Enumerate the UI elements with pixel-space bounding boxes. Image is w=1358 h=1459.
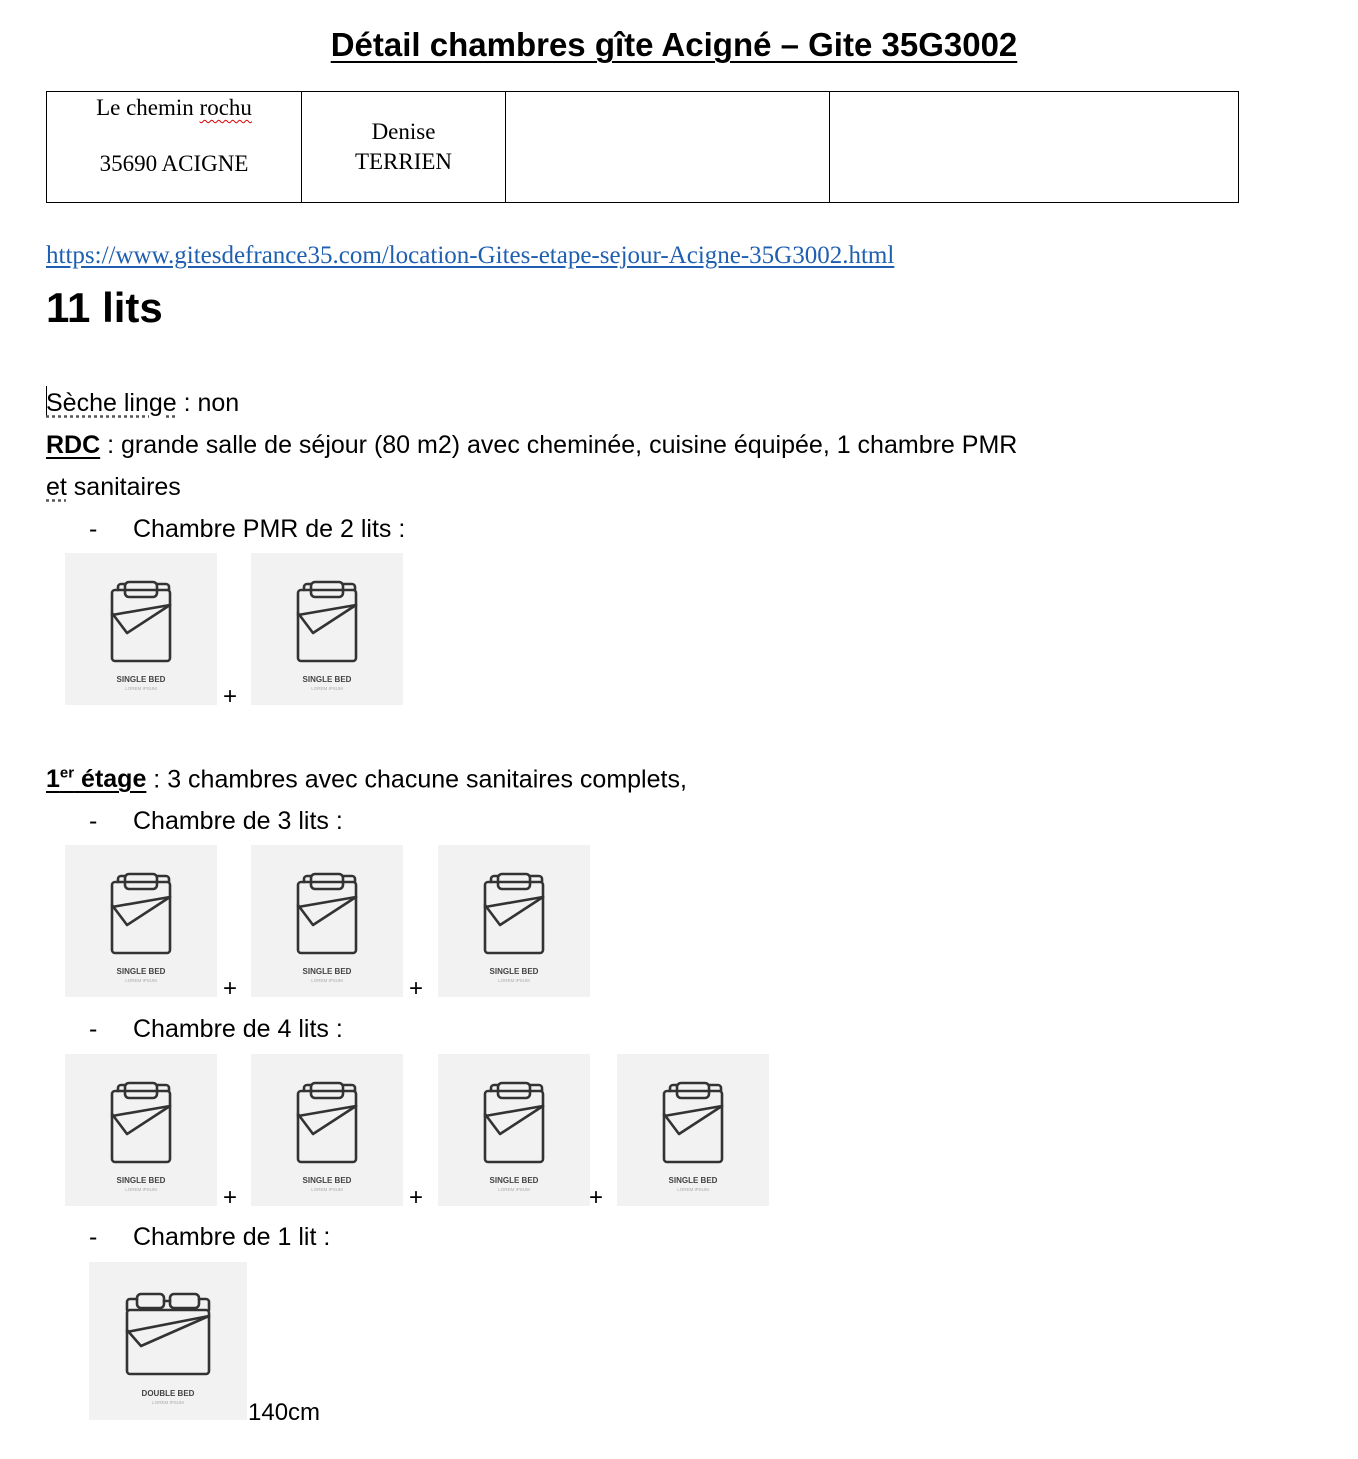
- svg-text:LOREM IPSUM: LOREM IPSUM: [498, 978, 530, 983]
- room-4-label: Chambre de 4 lits :: [133, 1015, 343, 1043]
- plus-sign: +: [589, 1184, 604, 1211]
- double-bed-icon: [89, 1262, 247, 1420]
- dryer-line: [46, 389, 239, 418]
- plus-sign: +: [409, 975, 424, 1002]
- floor1-word: étage: [74, 765, 147, 794]
- bullet-dash: -: [89, 807, 98, 835]
- rdc-text: : grande salle de séjour (80 m2) avec cheminée, cuisine équipée, 1 chambre PMR: [100, 431, 1018, 459]
- svg-text:SINGLE BED: SINGLE BED: [302, 967, 352, 976]
- rdc-label: RDC: [46, 431, 101, 459]
- svg-text:LOREM IPSUM: LOREM IPSUM: [125, 686, 157, 691]
- bullet-dash: -: [89, 515, 98, 543]
- single-bed-icon: [438, 1054, 590, 1206]
- rdc-rest: sanitaires: [66, 473, 181, 501]
- dryer-value: : non: [176, 389, 240, 417]
- address-street: Le chemin rochu: [96, 95, 252, 121]
- single-bed-icon: [65, 553, 217, 705]
- bullet-dash: -: [89, 1223, 98, 1251]
- document-title: Détail chambres gîte Acigné – Gite 35G3002: [330, 26, 1018, 63]
- svg-text:SINGLE BED: SINGLE BED: [116, 675, 166, 684]
- empty-cell-1: [506, 92, 830, 203]
- gite-link[interactable]: https://www.gitesdefrance35.com/location-Gites-etape-sejour-Acigne-35G3002.html: [46, 242, 895, 269]
- floor1-label: [46, 765, 146, 793]
- single-bed-icon: [251, 553, 403, 705]
- svg-text:SINGLE BED: SINGLE BED: [302, 1176, 352, 1185]
- room-1-label: Chambre de 1 lit :: [133, 1223, 331, 1251]
- plus-sign: +: [409, 1184, 424, 1211]
- svg-text:LOREM IPSUM: LOREM IPSUM: [125, 1187, 157, 1192]
- rdc-et: et: [46, 473, 67, 501]
- single-bed-icon: [251, 1054, 403, 1206]
- plus-sign: +: [223, 975, 238, 1002]
- rdc-line-cont: [46, 473, 181, 502]
- info-table: [46, 91, 1239, 203]
- single-bed-icon: [438, 845, 590, 997]
- floor1-num: 1: [46, 765, 60, 794]
- owner-cell: [302, 92, 506, 203]
- owner-last-name: TERRIEN: [354, 149, 453, 174]
- empty-cell-2: [830, 92, 1239, 203]
- svg-text:LOREM IPSUM: LOREM IPSUM: [311, 978, 343, 983]
- svg-text:SINGLE BED: SINGLE BED: [302, 675, 352, 684]
- svg-text:LOREM IPSUM: LOREM IPSUM: [152, 1400, 184, 1405]
- owner-first-name: Denise: [371, 119, 436, 145]
- double-bed-size: 140cm: [248, 1399, 321, 1426]
- svg-text:SINGLE BED: SINGLE BED: [668, 1176, 718, 1185]
- svg-text:DOUBLE BED: DOUBLE BED: [141, 1389, 195, 1398]
- single-bed-icon: [617, 1054, 769, 1206]
- room-pmr-label: Chambre PMR de 2 lits :: [133, 515, 406, 543]
- plus-sign: +: [223, 1184, 238, 1211]
- svg-text:SINGLE BED: SINGLE BED: [489, 1176, 539, 1185]
- svg-text:LOREM IPSUM: LOREM IPSUM: [125, 978, 157, 983]
- bullet-dash: -: [89, 1015, 98, 1043]
- address-cell: [47, 92, 302, 203]
- single-bed-icon: [65, 1054, 217, 1206]
- floor1-text: : 3 chambres avec chacune sanitaires complets,: [146, 765, 687, 794]
- svg-text:LOREM IPSUM: LOREM IPSUM: [498, 1187, 530, 1192]
- svg-text:LOREM IPSUM: LOREM IPSUM: [677, 1187, 709, 1192]
- svg-text:SINGLE BED: SINGLE BED: [489, 967, 539, 976]
- dryer-label: Sèche linge: [46, 389, 177, 417]
- svg-text:LOREM IPSUM: LOREM IPSUM: [311, 1187, 343, 1192]
- single-bed-icon: [251, 845, 403, 997]
- address-line2: 35690 ACIGNE: [99, 151, 249, 176]
- beds-heading: 11 lits: [46, 284, 163, 331]
- single-bed-icon: [65, 845, 217, 997]
- svg-text:SINGLE BED: SINGLE BED: [116, 1176, 166, 1185]
- floor1-line: [46, 765, 687, 794]
- floor1-sup: er: [59, 765, 75, 782]
- svg-text:SINGLE BED: SINGLE BED: [116, 967, 166, 976]
- address-line1: [96, 95, 252, 120]
- rdc-line: [46, 431, 1017, 460]
- svg-text:LOREM IPSUM: LOREM IPSUM: [311, 686, 343, 691]
- plus-sign: +: [223, 683, 238, 710]
- room-3-label: Chambre de 3 lits :: [133, 807, 343, 835]
